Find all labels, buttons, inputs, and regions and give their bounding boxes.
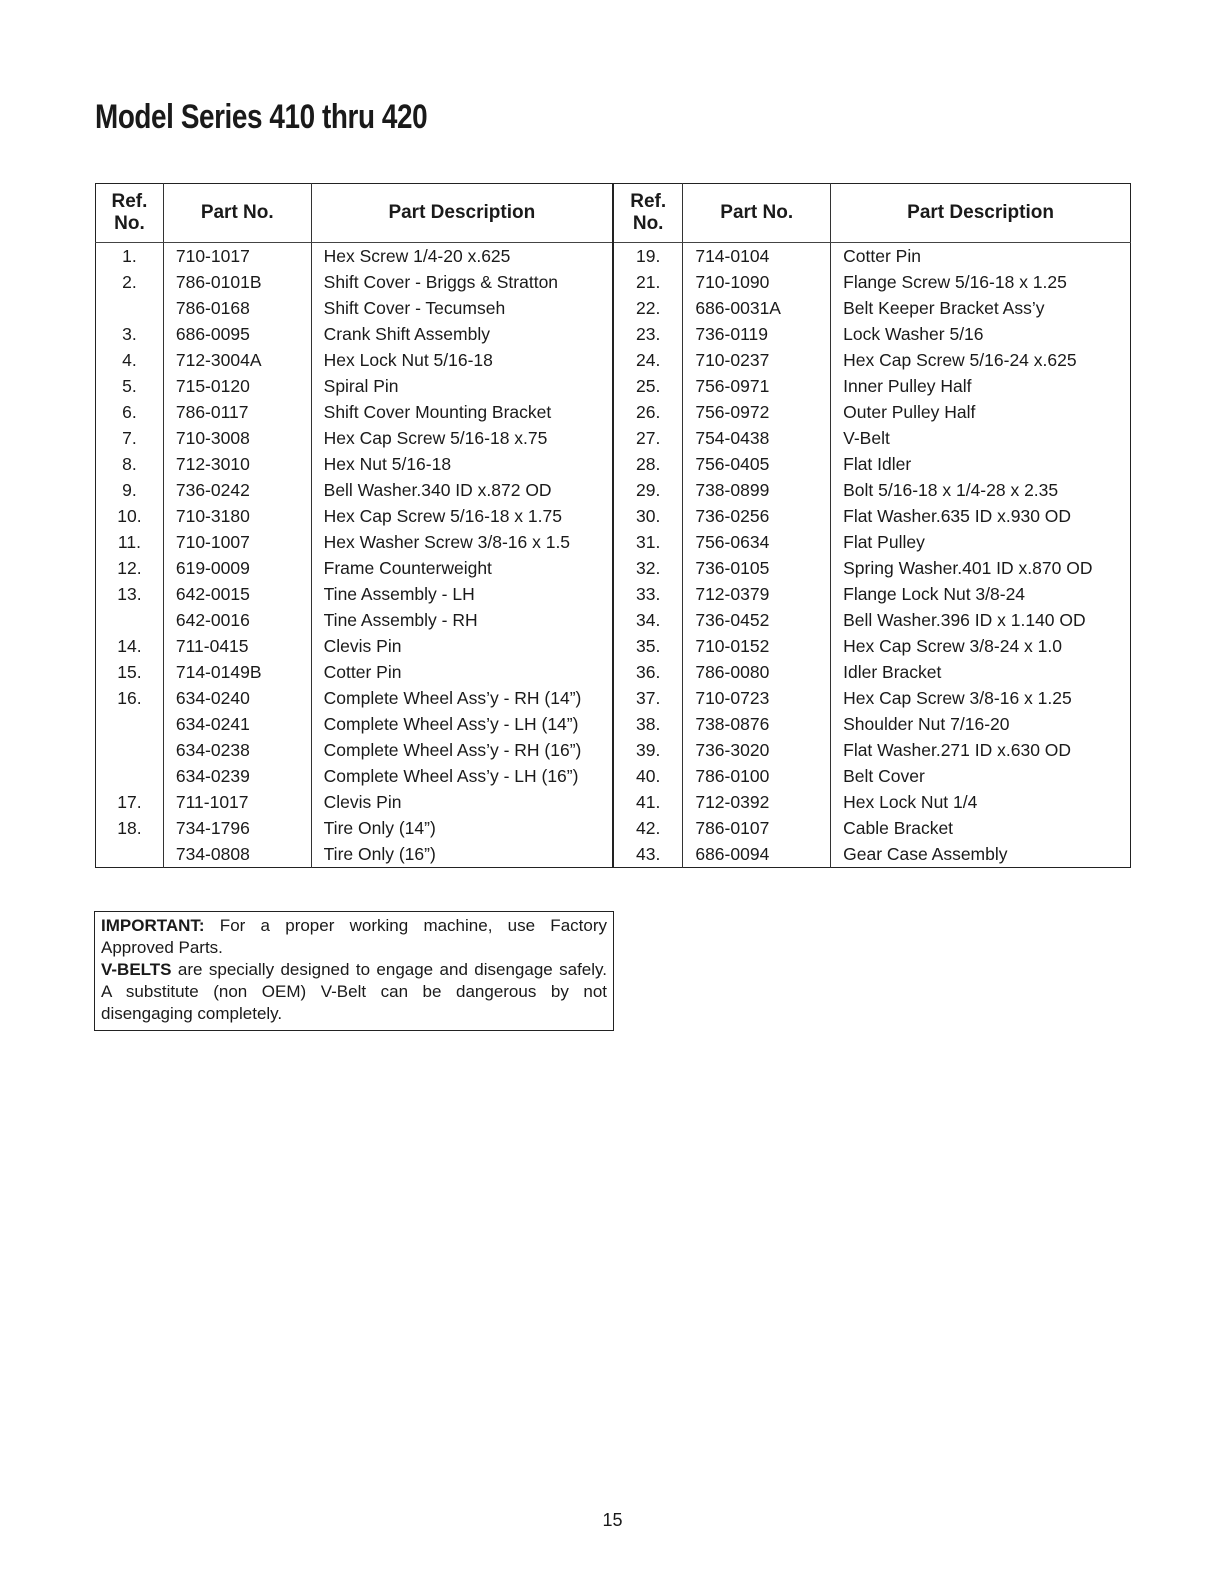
right-part-description-cell: Hex Lock Nut 1/4 [831,789,1131,815]
table-row [96,425,1131,451]
left-ref-cell: 4. [122,350,137,370]
table-row [96,659,1131,685]
left-part-description-cell: Tire Only (16”) [311,841,613,868]
right-part-no-cell: 710-0723 [683,685,831,711]
left-part-description-cell: Complete Wheel Ass’y - RH (14”) [311,685,613,711]
header-ref-line1-right: Ref. [630,191,667,212]
right-part-description-cell: Outer Pulley Half [831,399,1131,425]
left-part-description-cell: Cotter Pin [311,659,613,685]
right-ref-cell: 25. [613,373,683,399]
table-row [96,789,1131,815]
page-number: 15 [602,1510,623,1530]
right-part-no-cell: 756-0972 [683,399,831,425]
right-ref-cell: 39. [613,737,683,763]
left-part-description-cell: Complete Wheel Ass’y - LH (14”) [311,711,613,737]
left-part-no-cell: 734-0808 [163,841,311,868]
right-part-description-cell: Flat Pulley [831,529,1131,555]
right-part-description-cell: Shoulder Nut 7/16-20 [831,711,1131,737]
left-part-description-cell: Shift Cover Mounting Bracket [311,399,613,425]
left-part-no-cell: 642-0016 [163,607,311,633]
left-part-description-cell: Clevis Pin [311,789,613,815]
right-part-no-cell: 736-0452 [683,607,831,633]
right-part-description-cell: Cotter Pin [831,243,1131,270]
right-part-no-cell: 786-0100 [683,763,831,789]
right-ref-cell: 34. [613,607,683,633]
important-text: For a proper working machine, use Factory Approved Parts. [101,916,607,957]
left-part-no-cell: 712-3004A [163,347,311,373]
left-ref-cell: 17. [117,792,142,812]
table-row [96,841,1131,868]
left-part-description-cell: Complete Wheel Ass’y - LH (16”) [311,763,613,789]
header-ref-no-right [613,184,683,243]
left-part-no-cell: 634-0241 [163,711,311,737]
right-part-description-cell: Lock Washer 5/16 [831,321,1131,347]
right-ref-cell: 32. [613,555,683,581]
parts-table-body [96,243,1131,868]
left-part-description-cell: Hex Lock Nut 5/16-18 [311,347,613,373]
left-part-no-cell: 786-0117 [163,399,311,425]
left-part-no-cell: 634-0238 [163,737,311,763]
right-part-no-cell: 710-0237 [683,347,831,373]
table-row [96,451,1131,477]
table-row [96,347,1131,373]
left-ref-cell: 7. [122,428,137,448]
right-part-description-cell: Hex Cap Screw 3/8-24 x 1.0 [831,633,1131,659]
right-ref-cell: 29. [613,477,683,503]
right-part-no-cell: 712-0379 [683,581,831,607]
left-part-description-cell: Shift Cover - Briggs & Stratton [311,269,613,295]
right-part-no-cell: 756-0405 [683,451,831,477]
right-part-no-cell: 736-0119 [683,321,831,347]
header-part-no: Part No. [163,184,311,243]
left-part-no-cell: 711-1017 [163,789,311,815]
right-ref-cell: 27. [613,425,683,451]
right-part-description-cell: Flange Lock Nut 3/8-24 [831,581,1131,607]
right-ref-cell: 19. [613,243,683,270]
left-part-description-cell: Hex Screw 1/4-20 x.625 [311,243,613,270]
left-ref-cell: 5. [122,376,137,396]
right-part-description-cell: Flat Washer.635 ID x.930 OD [831,503,1131,529]
table-row [96,711,1131,737]
left-part-description-cell: Hex Cap Screw 5/16-18 x.75 [311,425,613,451]
left-part-description-cell: Shift Cover - Tecumseh [311,295,613,321]
left-part-no-cell: 736-0242 [163,477,311,503]
right-part-description-cell: Gear Case Assembly [831,841,1131,868]
left-part-no-cell: 710-1007 [163,529,311,555]
right-part-no-cell: 786-0080 [683,659,831,685]
left-ref-cell [96,711,164,737]
left-ref-cell [96,295,164,321]
left-part-no-cell: 734-1796 [163,815,311,841]
table-row [96,815,1131,841]
right-part-no-cell: 738-0899 [683,477,831,503]
right-part-no-cell: 736-0256 [683,503,831,529]
right-part-description-cell: Hex Cap Screw 3/8-16 x 1.25 [831,685,1131,711]
right-part-no-cell: 736-0105 [683,555,831,581]
right-part-no-cell: 754-0438 [683,425,831,451]
right-part-description-cell: Flat Washer.271 ID x.630 OD [831,737,1131,763]
right-part-no-cell: 710-0152 [683,633,831,659]
left-part-description-cell: Bell Washer.340 ID x.872 OD [311,477,613,503]
right-part-description-cell: Cable Bracket [831,815,1131,841]
right-part-description-cell: Hex Cap Screw 5/16-24 x.625 [831,347,1131,373]
right-ref-cell: 37. [613,685,683,711]
left-part-no-cell: 786-0168 [163,295,311,321]
left-ref-cell: 18. [117,818,142,838]
left-ref-cell: 3. [122,324,137,344]
right-part-description-cell: Idler Bracket [831,659,1131,685]
left-ref-cell: 11. [117,532,141,552]
header-ref-line2: No. [114,213,145,234]
vbelts-label: V-BELTS [101,960,172,979]
left-part-no-cell: 634-0240 [163,685,311,711]
table-row [96,763,1131,789]
table-row [96,737,1131,763]
right-part-description-cell: Belt Keeper Bracket Ass’y [831,295,1131,321]
table-row [96,295,1131,321]
right-part-description-cell: Bolt 5/16-18 x 1/4-28 x 2.35 [831,477,1131,503]
table-row [96,685,1131,711]
header-ref-no [96,184,164,243]
left-part-description-cell: Complete Wheel Ass’y - RH (16”) [311,737,613,763]
left-ref-cell: 14. [117,636,142,656]
right-ref-cell: 38. [613,711,683,737]
right-part-no-cell: 710-1090 [683,269,831,295]
table-header-row [96,184,1131,243]
right-ref-cell: 30. [613,503,683,529]
right-part-no-cell: 786-0107 [683,815,831,841]
table-row [96,633,1131,659]
right-part-description-cell: Inner Pulley Half [831,373,1131,399]
table-row [96,373,1131,399]
right-part-description-cell: Bell Washer.396 ID x 1.140 OD [831,607,1131,633]
left-part-description-cell: Spiral Pin [311,373,613,399]
right-ref-cell: 33. [613,581,683,607]
right-part-no-cell: 686-0094 [683,841,831,868]
left-part-description-cell: Clevis Pin [311,633,613,659]
table-row [96,321,1131,347]
left-part-no-cell: 686-0095 [163,321,311,347]
right-part-no-cell: 736-3020 [683,737,831,763]
table-row [96,555,1131,581]
left-ref-cell: 2. [122,272,137,292]
left-part-no-cell: 714-0149B [163,659,311,685]
left-part-no-cell: 786-0101B [163,269,311,295]
right-part-no-cell: 714-0104 [683,243,831,270]
left-part-no-cell: 634-0239 [163,763,311,789]
important-notice [94,911,614,1031]
right-part-description-cell: V-Belt [831,425,1131,451]
left-part-no-cell: 710-3008 [163,425,311,451]
table-row [96,269,1131,295]
right-ref-cell: 35. [613,633,683,659]
right-ref-cell: 42. [613,815,683,841]
left-part-description-cell: Frame Counterweight [311,555,613,581]
left-part-no-cell: 712-3010 [163,451,311,477]
right-part-description-cell: Belt Cover [831,763,1131,789]
table-row [96,529,1131,555]
important-label: IMPORTANT: [101,916,205,935]
table-row [96,503,1131,529]
right-ref-cell: 21. [613,269,683,295]
right-ref-cell: 36. [613,659,683,685]
left-part-no-cell: 711-0415 [163,633,311,659]
header-part-description: Part Description [311,184,613,243]
vbelts-text: are specially designed to engage and disengage safely. A substitute (non OEM) V-Belt can be dangerous by not disengaging completely. [101,960,607,1023]
left-part-description-cell: Tine Assembly - LH [311,581,613,607]
header-ref-line2-right: No. [632,213,664,234]
right-part-description-cell: Flange Screw 5/16-18 x 1.25 [831,269,1131,295]
left-ref-cell: 9. [122,480,137,500]
left-ref-cell: 13. [117,584,142,604]
left-ref-cell: 16. [117,688,142,708]
right-ref-cell: 24. [613,347,683,373]
table-row [96,607,1131,633]
left-ref-cell [96,607,164,633]
left-ref-cell: 6. [122,402,137,422]
table-row [96,581,1131,607]
table-row [96,399,1131,425]
right-ref-cell: 23. [613,321,683,347]
left-part-description-cell: Hex Washer Screw 3/8-16 x 1.5 [311,529,613,555]
left-ref-cell: 8. [122,454,137,474]
right-part-no-cell: 738-0876 [683,711,831,737]
table-row [96,243,1131,270]
left-part-description-cell: Tine Assembly - RH [311,607,613,633]
left-part-no-cell: 715-0120 [163,373,311,399]
left-part-no-cell: 710-1017 [163,243,311,270]
left-ref-cell [96,737,164,763]
right-ref-cell: 22. [613,295,683,321]
right-part-no-cell: 686-0031A [683,295,831,321]
right-ref-cell: 43. [613,841,683,868]
left-part-description-cell: Hex Cap Screw 5/16-18 x 1.75 [311,503,613,529]
left-ref-cell: 1. [122,246,137,266]
header-part-no-right: Part No. [683,184,831,243]
left-ref-cell: 10. [117,506,142,526]
parts-table [95,183,1131,868]
right-ref-cell: 40. [613,763,683,789]
right-ref-cell: 28. [613,451,683,477]
left-part-no-cell: 619-0009 [163,555,311,581]
header-ref-line1: Ref. [111,191,148,212]
right-part-no-cell: 756-0634 [683,529,831,555]
left-ref-cell [96,841,164,868]
left-part-no-cell: 710-3180 [163,503,311,529]
left-ref-cell [96,763,164,789]
page-title: Model Series 410 thru 420 [95,98,428,136]
table-row [96,477,1131,503]
right-part-no-cell: 756-0971 [683,373,831,399]
left-ref-cell: 12. [117,558,142,578]
right-ref-cell: 31. [613,529,683,555]
right-part-no-cell: 712-0392 [683,789,831,815]
left-part-description-cell: Tire Only (14”) [311,815,613,841]
left-part-no-cell: 642-0015 [163,581,311,607]
right-part-description-cell: Spring Washer.401 ID x.870 OD [831,555,1131,581]
left-ref-cell: 15. [117,662,142,682]
right-ref-cell: 26. [613,399,683,425]
header-part-description-right: Part Description [831,184,1131,243]
left-part-description-cell: Hex Nut 5/16-18 [311,451,613,477]
right-part-description-cell: Flat Idler [831,451,1131,477]
left-part-description-cell: Crank Shift Assembly [311,321,613,347]
right-ref-cell: 41. [613,789,683,815]
